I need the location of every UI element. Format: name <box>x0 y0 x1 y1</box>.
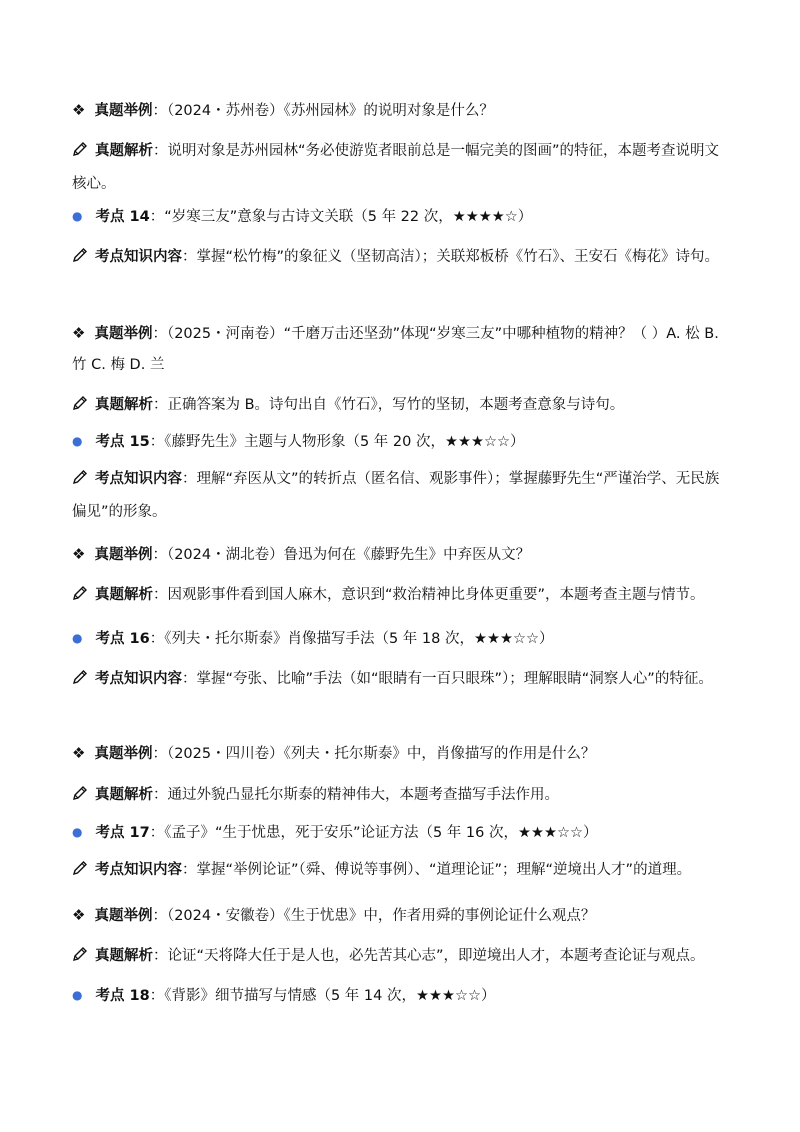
exam-analysis <box>72 136 732 200</box>
exam-analysis <box>72 780 732 813</box>
knowledge-label: 考点知识内容 <box>95 249 182 265</box>
knowledge-text: ：理解“弃医从文”的转折点（匿名信、观影事件）；掌握藤野先生“严谨治学、无民族偏见”的形象。 <box>72 471 720 520</box>
analysis-label: 真题解析 <box>95 397 153 413</box>
example-label: 真题举例 <box>94 326 153 342</box>
exam-example <box>72 738 732 770</box>
example-text: ：（2024・苏州卷）《苏州园林》的说明对象是什么？ <box>152 103 494 119</box>
knowledge-text: ：掌握“松竹梅”的象征义（坚韧高洁）；关联郑板桥《竹石》、王安石《梅花》诗句。 <box>182 249 720 265</box>
knowledge-content <box>72 242 732 275</box>
key-point <box>72 980 732 1012</box>
pencil-ruler-icon <box>72 943 88 974</box>
bullet-icon: ● <box>72 825 83 839</box>
bullet-icon: ● <box>72 209 83 223</box>
point-text: ：《孟子》“生于忧患，死于安乐”论证方法（5 年 16 次，★★★☆☆） <box>149 825 598 841</box>
exam-example <box>72 900 732 932</box>
analysis-label: 真题解析 <box>95 587 153 603</box>
pencil-ruler-icon <box>72 582 88 613</box>
pencil-ruler-icon <box>72 138 88 169</box>
bullet-icon: ● <box>72 988 83 1002</box>
example-label: 真题举例 <box>94 103 153 119</box>
knowledge-content <box>72 464 732 528</box>
example-text: ：（2024・安徽卷）《生于忧患》中，作者用舜的事例论证什么观点？ <box>152 908 596 924</box>
point-label: 考点 18 <box>95 988 150 1004</box>
diamond-icon: ❖ <box>72 744 86 762</box>
example-text: ：（2025・河南卷）“千磨万击还坚劲”体现“岁寒三友”中哪种植物的精神？（ ）A. 松 B. 竹 C. 梅 D. 兰 <box>72 326 719 373</box>
knowledge-text: ：掌握“夸张、比喻”手法（如“眼睛有一百只眼珠”）；理解眼睛“洞察人心”的特征。 <box>182 671 713 687</box>
pencil-icon <box>72 466 88 497</box>
example-label: 真题举例 <box>94 746 153 762</box>
pencil-icon <box>72 666 88 697</box>
point-label: 考点 16 <box>95 631 150 647</box>
exam-analysis <box>72 390 732 423</box>
diamond-icon: ❖ <box>72 545 86 563</box>
knowledge-content <box>72 664 732 697</box>
point-text: ：《藤野先生》主题与人物形象（5 年 20 次，★★★☆☆） <box>149 434 525 450</box>
exam-example <box>72 95 732 127</box>
knowledge-text: ：掌握“举例论证”（舜、傅说等事例）、“道理论证”；理解“逆境出人才”的道理。 <box>182 862 692 878</box>
analysis-text: ：因观影事件看到国人麻木，意识到“救治精神比身体更重要”，本题考查主题与情节。 <box>153 587 705 603</box>
example-text: ：（2024・湖北卷）鲁迅为何在《藤野先生》中弃医从文？ <box>152 547 531 563</box>
point-text: ：《列夫・托尔斯泰》肖像描写手法（5 年 18 次，★★★☆☆） <box>149 631 554 647</box>
point-label: 考点 14 <box>95 209 150 225</box>
key-point <box>72 817 732 849</box>
analysis-label: 真题解析 <box>95 143 153 159</box>
diamond-icon: ❖ <box>72 101 86 119</box>
key-point <box>72 201 732 233</box>
point-label: 考点 15 <box>95 434 150 450</box>
pencil-ruler-icon <box>72 392 88 423</box>
knowledge-content <box>72 855 732 888</box>
knowledge-label: 考点知识内容 <box>95 862 182 878</box>
exam-analysis <box>72 941 732 974</box>
example-label: 真题举例 <box>94 547 153 563</box>
analysis-label: 真题解析 <box>95 787 153 803</box>
key-point <box>72 623 732 655</box>
pencil-icon <box>72 244 88 275</box>
analysis-text: ：论证“天将降大任于是人也，必先苦其心志”，即逆境出人才，本题考查论证与观点。 <box>153 948 705 964</box>
diamond-icon: ❖ <box>72 324 86 342</box>
bullet-icon: ● <box>72 434 83 448</box>
pencil-icon <box>72 857 88 888</box>
pencil-ruler-icon <box>72 782 88 813</box>
bullet-icon: ● <box>72 631 83 645</box>
point-label: 考点 17 <box>95 825 150 841</box>
point-text: ：“岁寒三友”意象与古诗文关联（5 年 22 次，★★★★☆） <box>149 209 533 225</box>
knowledge-label: 考点知识内容 <box>95 471 182 487</box>
analysis-text: ：正确答案为 B。诗句出自《竹石》，写竹的坚韧，本题考查意象与诗句。 <box>153 397 625 413</box>
example-text: ：（2025・四川卷）《列夫・托尔斯泰》中，肖像描写的作用是什么？ <box>152 746 596 762</box>
exam-analysis <box>72 580 732 613</box>
exam-example <box>72 318 732 381</box>
analysis-text: ：通过外貌凸显托尔斯泰的精神伟大，本题考查描写手法作用。 <box>153 787 559 803</box>
key-point <box>72 426 732 458</box>
analysis-text: ：说明对象是苏州园林“务必使游览者眼前总是一幅完美的图画”的特征，本题考查说明文核心。 <box>72 143 720 192</box>
exam-example <box>72 539 732 571</box>
knowledge-label: 考点知识内容 <box>95 671 182 687</box>
example-label: 真题举例 <box>94 908 153 924</box>
point-text: ：《背影》细节描写与情感（5 年 14 次，★★★☆☆） <box>149 988 496 1004</box>
analysis-label: 真题解析 <box>95 948 153 964</box>
diamond-icon: ❖ <box>72 906 86 924</box>
